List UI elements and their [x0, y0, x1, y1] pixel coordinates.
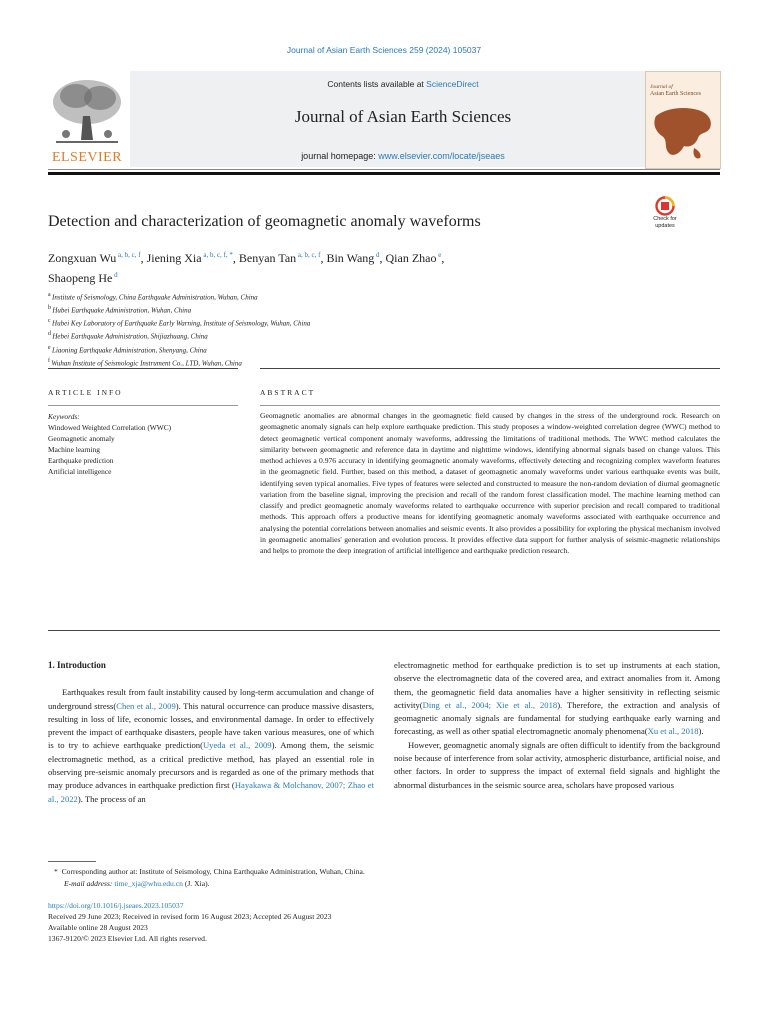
cover-title-line1: Journal of: [650, 84, 673, 90]
available-line: Available online 28 August 2023: [48, 923, 148, 932]
homepage-line: [130, 151, 676, 161]
homepage-link[interactable]: www.elsevier.com/locate/jseaes: [378, 151, 505, 161]
affiliation-item: [48, 343, 548, 356]
paragraph-text: ).: [698, 726, 704, 737]
paragraph-text: ). The process of an: [77, 793, 146, 804]
author-name[interactable]: Shaopeng He: [48, 271, 113, 285]
abstract-rule-2: [260, 405, 720, 406]
author-name[interactable]: Qian Zhao: [385, 251, 437, 265]
author-affiliation-marks[interactable]: e: [436, 251, 442, 259]
email-label: E-mail address:: [64, 879, 115, 888]
publisher-name: ELSEVIER: [51, 150, 123, 165]
affiliation-item: [48, 303, 548, 316]
paragraph-text: ). Therefore, the extraction and analysis of geomagnetic anomaly signals are fundamental for studying earthquake early warning and forecasting, as well as other spatial electromagnetic anomaly phenomena(: [394, 699, 720, 737]
keywords-block: [48, 411, 238, 477]
homepage-prefix: journal homepage:: [301, 151, 379, 161]
keyword-item: Artificial intelligence: [48, 467, 112, 476]
author-separator: ,: [140, 251, 147, 265]
affiliation-key: e: [48, 344, 53, 351]
author-affiliation-marks[interactable]: a, b, c, f: [296, 251, 321, 259]
journal-reference[interactable]: Journal of Asian Earth Sciences 259 (2024) 105037: [286, 45, 482, 55]
affiliation-key: a: [48, 292, 53, 298]
pub-info: [48, 900, 688, 944]
affiliation-item: [48, 316, 548, 329]
author-name[interactable]: Bin Wang: [326, 251, 375, 265]
doi-link[interactable]: https://doi.org/10.1016/j.jseaes.2023.105037: [48, 901, 184, 910]
intro-heading: 1. Introduction: [48, 660, 106, 670]
journal-header: [48, 71, 720, 167]
asia-map-icon: [650, 104, 716, 162]
check-for-updates-badge[interactable]: [648, 196, 682, 230]
keyword-list: [48, 422, 238, 477]
header-thin-rule: [48, 169, 720, 170]
affiliation-text: Hubei Key Laboratory of Earthquake Early Warning, Institute of Seismology, Wuhan, China: [52, 319, 311, 328]
asterisk-mark: *: [54, 867, 58, 876]
author-list: [48, 247, 648, 287]
affiliation-key: c: [48, 318, 53, 325]
intro-right-paragraph-1: [394, 659, 720, 739]
author-affiliation-marks[interactable]: d: [374, 251, 380, 259]
paragraph-text: Earthquakes result from fault instability caused by long-term accumulation and change of underground stress(: [48, 687, 374, 711]
header-thick-rule: [48, 172, 720, 175]
corresponding-text: Corresponding author at: Institute of Seismology, China Earthquake Administration, Wuhan, China.: [61, 867, 365, 876]
author-separator: ,: [320, 251, 327, 265]
affiliation-text: Liaoning Earthquake Administration, Shenyang, China: [52, 345, 207, 354]
article-info-rule-2: [48, 405, 238, 406]
header-box: [130, 71, 676, 167]
received-line: Received 29 June 2023; Received in revised form 16 August 2023; Accepted 26 August 2023: [48, 912, 332, 921]
check-line2: updates: [655, 222, 675, 229]
keywords-label: Keywords:: [48, 412, 80, 421]
keyword-item: Windowed Weighted Correlation (WWC): [48, 423, 172, 432]
citation-link[interactable]: Uyeda et al., 2009: [202, 740, 272, 751]
article-info-label: ARTICLE INFO: [48, 388, 123, 397]
elsevier-logo: [48, 76, 126, 164]
author-name[interactable]: Benyan Tan: [238, 251, 297, 265]
affiliation-text: Institute of Seismology, China Earthquake Administration, Wuhan, China: [52, 293, 258, 302]
journal-name: Journal of Asian Earth Sciences: [294, 107, 512, 126]
affiliation-text: Hubei Earthquake Administration, Wuhan, China: [52, 306, 192, 315]
author-name[interactable]: Jiening Xia: [146, 251, 202, 265]
cover-title-line2: Asian Earth Sciences: [650, 91, 701, 97]
affiliation-key: b: [48, 305, 53, 312]
article-title: Detection and characterization of geomagnetic anomaly waveforms: [48, 213, 481, 230]
abstract-bottom-rule: [48, 630, 720, 631]
footnote-rule: [48, 861, 96, 862]
author-separator: ,: [232, 251, 239, 265]
affiliation-text: Hebei Earthquake Administration, Shijiazhuang, China: [52, 332, 208, 341]
sciencedirect-link[interactable]: ScienceDirect: [426, 79, 479, 89]
keyword-item: Geomagnetic anomaly: [48, 434, 115, 443]
abstract-rule: [260, 368, 720, 369]
contents-prefix: Contents lists available at: [327, 79, 427, 89]
affiliation-text: Wuhan Institute of Seismologic Instrument Co., LTD, Wuhan, China: [51, 358, 242, 367]
citation-link[interactable]: Hayakawa & Molchanov, 2007; Zhao et al., 2022: [48, 780, 375, 804]
abstract-label: ABSTRACT: [260, 388, 316, 397]
intro-right-column: [394, 659, 720, 792]
affiliation-item: [48, 356, 548, 369]
email-link[interactable]: time_xja@whu.edu.cn: [114, 879, 183, 888]
author-affiliation-marks[interactable]: a, b, c, f, *: [201, 251, 233, 259]
affiliation-item: [48, 290, 548, 303]
intro-right-paragraph-2: However, geomagnetic anomaly signals are often difficult to identify from the background noise because of interference from solar activity, atmospheric disturbance, artificial noise, and other factors. In order to suppress the impact of external field signals and highlight the abnormal disturbances in the seismic source area, scholars have proposed various: [394, 739, 720, 790]
email-suffix: (J. Xia).: [182, 879, 210, 888]
paragraph-text: ). Among them, the seismic electromagnetic method, as a critical predictive method, has played an essential role in observing pre-seismic anomaly precursors and is regarded as one of the primary methods that may produce advances in earthquake prediction first (: [48, 740, 374, 791]
abstract-text: Geomagnetic anomalies are abnormal changes in the geomagnetic field caused by changes in the stress of the underground rock. Research on geomagnetic anomaly signals can help explore earthquake prediction. This study proposes a window-weighted correlation degree (WWC) method to detect geomagnetic vertical component anomaly waveforms, addressing the limitations of traditional methods. The WWC method calculates the similarity between geomagnetic and reference data in daytime and nighttime windows, identifying abnormal signals based on change values. This method achieves a 0.976 accuracy in identifying geomagnetic anomaly waveforms, effectively detecting and recognizing complex waveform features in the geomagnetic field. Further, based on this method, a dataset of geomagnetic anomaly waveforms under various earthquake events was built, identifying seven typical anomalies. Five types of features were selected and constructed to measure the non-random deviation of diurnal geomagnetic variation from the baseline signal, improving the precision and recall of the random forest classification model. The machine learning method can classify and predict geomagnetic anomaly waveforms related to earthquake occurrence with superior precision and recall compared to traditional methods. This approach offers a productive means for identifying geomagnetic anomaly waveforms associated with earthquake occurrence and analysing the potential correlations between anomalies and seismic events. It also provides a possibility for exploring the physical mechanism involved in geomagnetic anomalies' generation and evolution process. It provides effective data support for further analysis of seismic-magnetic relationships and helps to promote the deep integration of artificial intelligence and earthquake prediction research.: [260, 411, 720, 555]
affiliation-key: d: [48, 331, 53, 338]
copyright-line: 1367-9120/© 2023 Elsevier Ltd. All rights reserved.: [48, 934, 207, 943]
affiliation-item: [48, 329, 548, 342]
journal-cover[interactable]: [645, 71, 721, 169]
email-line: [64, 878, 704, 889]
intro-left-paragraph: [48, 686, 374, 806]
keyword-item: Earthquake prediction: [48, 456, 114, 465]
author-separator: ,: [379, 251, 386, 265]
intro-left-column: [48, 659, 374, 806]
citation-link[interactable]: Chen et al., 2009: [116, 700, 176, 711]
corresponding-note: [54, 866, 694, 877]
affiliation-key: f: [48, 357, 52, 364]
author-affiliation-marks[interactable]: d: [112, 271, 118, 279]
citation-link[interactable]: Ding et al., 2004; Xie et al., 2018: [422, 699, 558, 710]
paragraph-text: ). This natural occurrence can produce massive disasters, resulting in loss of life, economic losses, and environmental damage. In order to effectively prevent the impact of earthquake disasters, people have taken various measures, one of which is to try to achieve earthquake prediction(: [48, 700, 374, 751]
contents-line: [130, 79, 676, 89]
keyword-item: Machine learning: [48, 445, 100, 454]
check-line1: Check for: [653, 216, 677, 222]
paragraph-text: electromagnetic method for earthquake prediction is to set up instruments at each station, observe the electromagnetic data of the covered area, and extract anomalies from it. Among them, the geomagnetic field data anomalies have a higher sensitivity in reflecting seismic activity(: [394, 660, 720, 710]
article-info-rule: [48, 368, 238, 369]
author-affiliation-marks[interactable]: a, b, c, f: [116, 251, 141, 259]
author-name[interactable]: Zongxuan Wu: [48, 251, 117, 265]
check-updates-icon: [648, 196, 682, 216]
citation-link[interactable]: Xu et al., 2018: [647, 726, 699, 737]
tree-icon: [48, 76, 126, 148]
author-separator: ,: [441, 251, 445, 265]
affiliation-list: [48, 290, 548, 369]
